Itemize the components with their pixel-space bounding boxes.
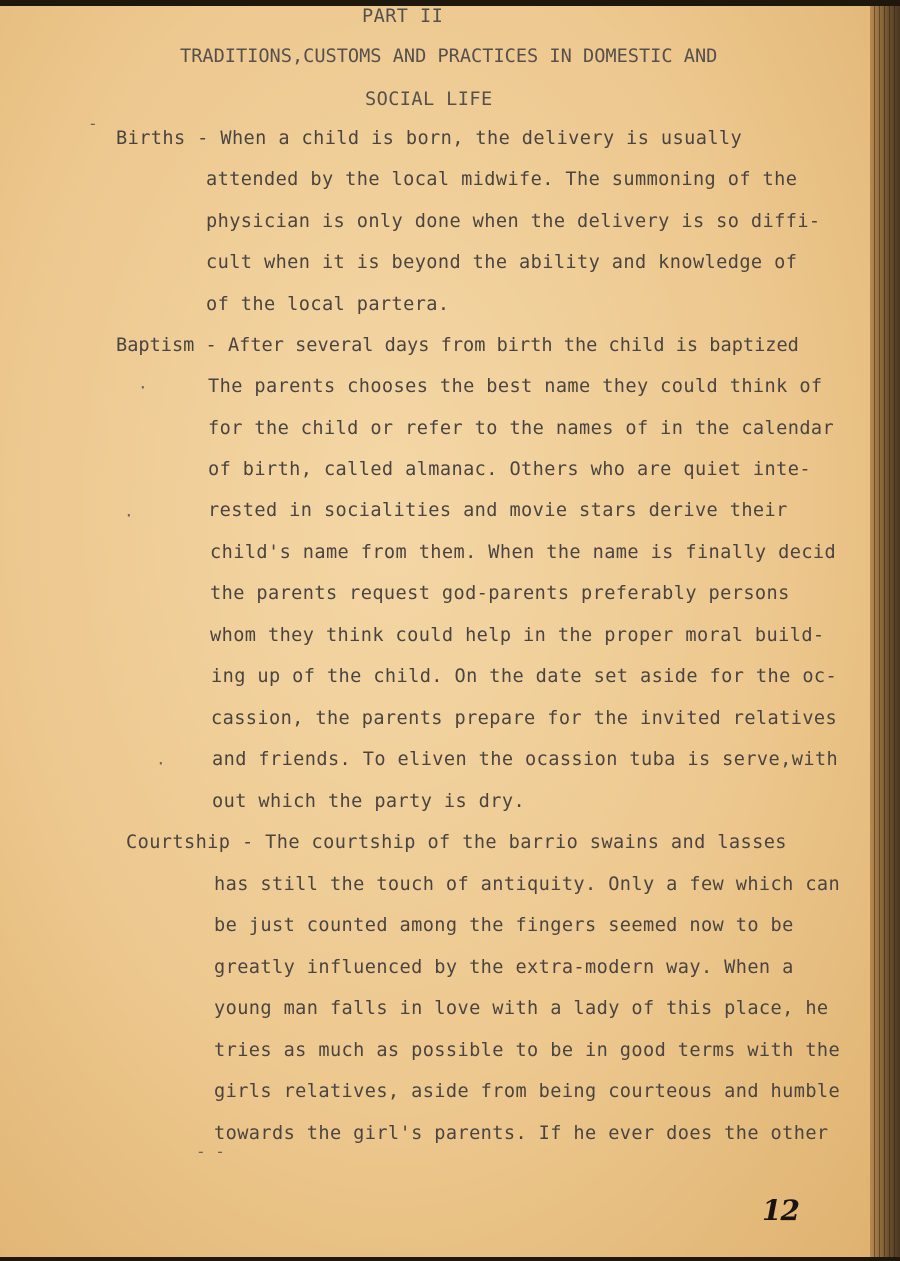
margin-mark: · [156, 754, 166, 773]
baptism-line-9: ing up of the child. On the date set aside for the oc- [211, 666, 838, 687]
births-line-2: attended by the local midwife. The summoning of the [206, 169, 798, 190]
baptism-line-1: Baptism - After several days from birth the child is baptized [116, 335, 799, 356]
baptism-line-8: whom they think could help in the proper moral build- [210, 625, 825, 646]
births-line-4: cult when it is beyond the ability and knowledge of [206, 252, 798, 273]
courtship-line-8: towards the girl's parents. If he ever does the other [214, 1123, 829, 1144]
births-line-3: physician is only done when the delivery is so diffi- [206, 211, 821, 232]
baptism-line-6: child's name from them. When the name is finally decid [210, 542, 837, 563]
births-line-1: Births - When a child is born, the delivery is usually [116, 128, 743, 149]
part-label: PART II [362, 6, 444, 27]
baptism-line-3: for the child or refer to the names of in the calendar [208, 418, 835, 439]
baptism-line-7: the parents request god-parents preferably persons [210, 583, 790, 604]
baptism-line-2: The parents chooses the best name they could think of [208, 376, 823, 397]
courtship-line-3: be just counted among the fingers seemed now to be [214, 915, 794, 936]
courtship-line-2: has still the touch of antiquity. Only a few which can [214, 874, 841, 895]
book-page-edge [870, 6, 900, 1258]
baptism-line-5: rested in socialities and movie stars derive their [208, 500, 788, 521]
document-title-line-1: TRADITIONS,CUSTOMS AND PRACTICES IN DOMESTIC AND [180, 46, 718, 67]
margin-mark: · [138, 378, 148, 397]
births-line-5: of the local partera. [206, 294, 450, 315]
margin-mark: - - [196, 1142, 225, 1161]
page-number: 12 [762, 1194, 799, 1227]
scan-bottom-border [0, 1257, 900, 1261]
courtship-line-5: young man falls in love with a lady of this place, he [214, 998, 829, 1019]
margin-mark: · [124, 506, 134, 525]
baptism-line-11: and friends. To eliven the ocassion tuba is serve,with [212, 749, 839, 770]
baptism-line-10: cassion, the parents prepare for the invited relatives [211, 708, 838, 729]
baptism-line-4: of birth, called almanac. Others who are quiet inte- [208, 459, 811, 480]
baptism-line-12: out which the party is dry. [212, 791, 526, 812]
courtship-line-4: greatly influenced by the extra-modern way. When a [214, 957, 794, 978]
document-title-line-2: SOCIAL LIFE [365, 89, 493, 110]
margin-mark: - [88, 114, 98, 133]
courtship-line-6: tries as much as possible to be in good terms with the [214, 1040, 841, 1061]
courtship-line-7: girls relatives, aside from being courteous and humble [214, 1081, 841, 1102]
courtship-line-1: Courtship - The courtship of the barrio swains and lasses [126, 832, 787, 853]
typewritten-page [0, 6, 870, 1258]
